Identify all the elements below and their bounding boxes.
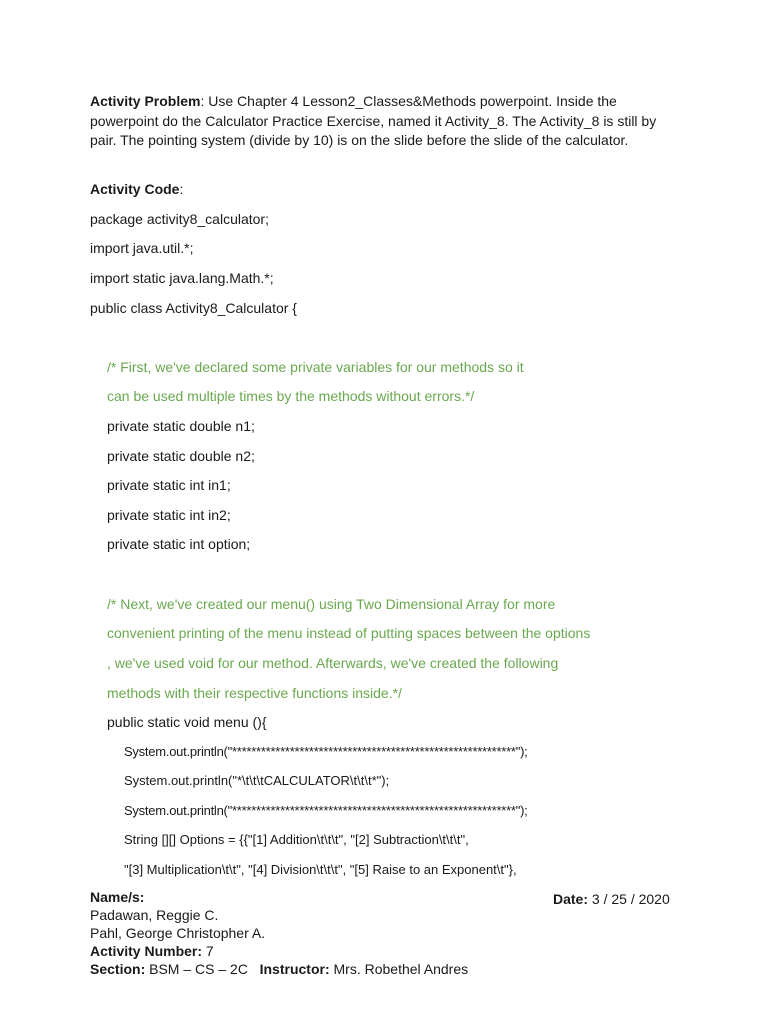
names-label: Name/s: — [90, 889, 145, 905]
code-comment-line: methods with their respective functions inside.*/ — [107, 685, 402, 701]
activity-code-suffix: : — [179, 181, 184, 197]
activity-problem-text: : Use Chapter 4 Lesson2_Classes&Methods powerpoint. Inside the powerpoint do the Calculator Practice Exercise, named it Activity_8. The Activity_8 is still by pair. The pointing system (divide by 10) is on the slide before the slide of the calculator. — [90, 93, 657, 148]
section-label: Section: — [90, 961, 146, 977]
code-comment-line: /* Next, we've created our menu() using Two Dimensional Array for more — [107, 596, 556, 612]
code-comment-line: can be used multiple times by the methods without errors.*/ — [107, 388, 475, 404]
instructor-value: Mrs. Robethel Andres — [329, 961, 469, 977]
date-field — [553, 890, 670, 908]
code-line: public static void menu (){ — [107, 714, 267, 730]
activity-number-value: 7 — [202, 943, 214, 959]
code-line: System.out.println("***********************************************************"); — [124, 744, 528, 759]
activity-problem — [90, 92, 670, 151]
instructor-label: Instructor: — [259, 961, 330, 977]
section-value: BSM – CS – 2C — [145, 961, 260, 977]
code-comment-line: convenient printing of the menu instead of putting spaces between the options — [107, 625, 591, 641]
code-line: import java.util.*; — [90, 240, 194, 256]
section-instructor-field — [90, 960, 468, 978]
name-line: Pahl, George Christopher A. — [90, 925, 266, 941]
code-line: "[3] Multiplication\t\t", "[4] Division\t\t\t", "[5] Raise to an Exponent\t"}, — [124, 862, 517, 877]
date-value: 3 / 25 / 2020 — [588, 891, 670, 907]
code-line: private static int in2; — [107, 507, 231, 523]
code-comment-line: , we've used void for our method. Afterwards, we've created the following — [107, 655, 559, 671]
code-line: System.out.println("*\t\t\tCALCULATOR\t\t\t*"); — [124, 773, 390, 788]
code-line: System.out.println("***********************************************************"); — [124, 803, 528, 818]
activity-number-field — [90, 942, 214, 960]
code-comment-line: /* First, we've declared some private variables for our methods so it — [107, 359, 524, 375]
code-line: package activity8_calculator; — [90, 211, 269, 227]
activity-problem-label: Activity Problem — [90, 93, 201, 109]
name-line: Padawan, Reggie C. — [90, 907, 219, 923]
code-line: private static int option; — [107, 536, 251, 552]
activity-code-label: Activity Code — [90, 181, 180, 197]
date-label: Date: — [553, 891, 589, 907]
activity-code-heading — [90, 180, 183, 198]
code-line: private static double n2; — [107, 448, 255, 464]
code-line: private static double n1; — [107, 418, 255, 434]
code-line: import static java.lang.Math.*; — [90, 270, 274, 286]
code-line: public class Activity8_Calculator { — [90, 300, 297, 316]
code-line: private static int in1; — [107, 477, 231, 493]
code-line: String [][] Options = {{"[1] Addition\t\t\t", "[2] Subtraction\t\t\t", — [124, 832, 469, 847]
activity-number-label: Activity Number: — [90, 943, 203, 959]
